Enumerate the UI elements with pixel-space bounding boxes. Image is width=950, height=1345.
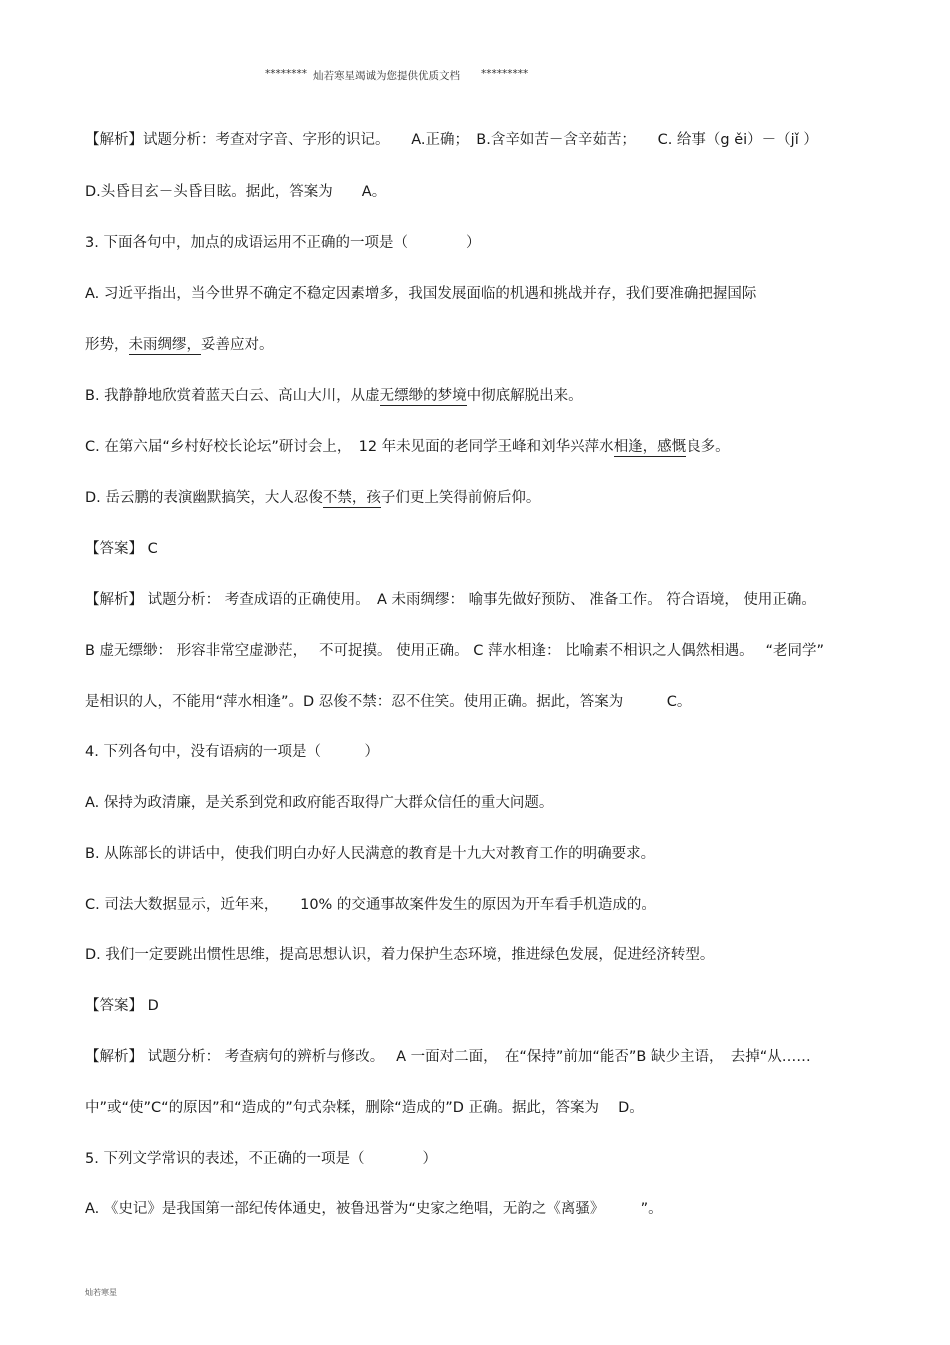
question-3-answer: 【答案】 C — [85, 541, 158, 557]
text-segment: D. 岳云鹏的表演幽默搞笑，大人忍俊 — [85, 490, 323, 506]
text-segment: 中彻底解脱出来。 — [466, 388, 583, 404]
analysis-q2-line-1: 【解析】试题分析：考查对字音、字形的识记。 A.正确； B.含辛如苦－含辛茹苦； C. 给事（g ěi）－（jǐ ） — [85, 132, 818, 148]
question-3-option-a-line-1: A. 习近平指出，当今世界不确定不稳定因素增多，我国发展面临的机遇和挑战并存，我们要准确把握国际 — [85, 286, 757, 302]
question-5-option-a: A. 《史记》是我国第一部纪传体通史，被鲁迅誉为“史家之绝唱，无韵之《离骚》 ”。 — [85, 1201, 663, 1217]
text-segment: B. 我静静地欣赏着蓝天白云、高山大川，从虚 — [85, 388, 380, 404]
question-5-stem: 5. 下列文学常识的表述，不正确的一项是（ ） — [85, 1151, 437, 1167]
header-stars-left: ******** — [265, 68, 307, 80]
question-3-option-d — [85, 488, 875, 508]
analysis-q3-line-1: 【解析】 试题分析： 考查成语的正确使用。 A 未雨绸缪： 喻事先做好预防、 准备工作。 符合语境， 使用正确。 — [85, 592, 816, 608]
question-4-option-d: D. 我们一定要跳出惯性思维，提高思想认识，着力保护生态环境，推进绿色发展，促进经济转型。 — [85, 947, 715, 963]
analysis-q3-line-2: B 虚无缥缈： 形容非常空虚渺茫， 不可捉摸。 使用正确。 C 萍水相逢： 比喻素不相识之人偶然相遇。 “老同学” — [85, 643, 824, 659]
question-4-option-a: A. 保持为政清廉，是关系到党和政府能否取得广大群众信任的重大问题。 — [85, 795, 554, 811]
question-3-option-c — [85, 437, 875, 457]
question-4-option-c: C. 司法大数据显示，近年来， 10% 的交通事故案件发生的原因为开车看手机造成的。 — [85, 897, 656, 913]
text-segment: 良多。 — [686, 439, 730, 455]
question-4-stem: 4. 下列各句中，没有语病的一项是（ ） — [85, 744, 379, 760]
header-text: 灿若寒星竭诚为您提供优质文档 — [313, 70, 460, 82]
analysis-q2-line-2: D.头昏目玄－头昏目眩。据此，答案为 A。 — [85, 184, 387, 200]
analysis-q3-line-3: 是相识的人，不能用“萍水相逢”。D 忍俊不禁：忍不住笑。使用正确。据此，答案为 C。 — [85, 694, 692, 710]
question-3-option-b — [85, 386, 875, 406]
text-segment: 子们更上笑得前俯后仰。 — [380, 490, 541, 506]
analysis-q4-line-1: 【解析】 试题分析： 考查病句的辨析与修改。 A 一面对二面， 在“保持”前加“能否”B 缺少主语， 去掉“从…… — [85, 1049, 811, 1065]
analysis-q4-line-2: 中”或“使”C“的原因”和“造成的”句式杂糅，删除“造成的”D 正确。据此，答案为 D。 — [85, 1100, 644, 1116]
underlined-idiom: 相逢，感慨 — [613, 439, 687, 455]
page-footer: 灿若寒星 — [85, 1288, 117, 1297]
text-segment: C. 在第六届“乡村好校长论坛”研讨会上， 12 年未见面的老同学王峰和刘华兴萍水 — [85, 439, 614, 455]
question-4-answer: 【答案】 D — [85, 998, 159, 1014]
underlined-idiom: 不禁，孩 — [322, 490, 381, 506]
underlined-idiom: 无缥缈的梦境 — [379, 388, 467, 404]
header-stars-right: ********* — [481, 68, 529, 80]
text-segment: 妥善应对。 — [201, 337, 274, 353]
question-4-option-b: B. 从陈部长的讲话中，使我们明白办好人民满意的教育是十九大对教育工作的明确要求。 — [85, 846, 656, 862]
underlined-idiom: 未雨绸缪， — [128, 337, 201, 353]
text-segment: 形势， — [85, 337, 129, 353]
question-3-option-a-line-2 — [85, 335, 875, 355]
question-3-stem: 3. 下面各句中，加点的成语运用不正确的一项是（ ） — [85, 235, 481, 251]
